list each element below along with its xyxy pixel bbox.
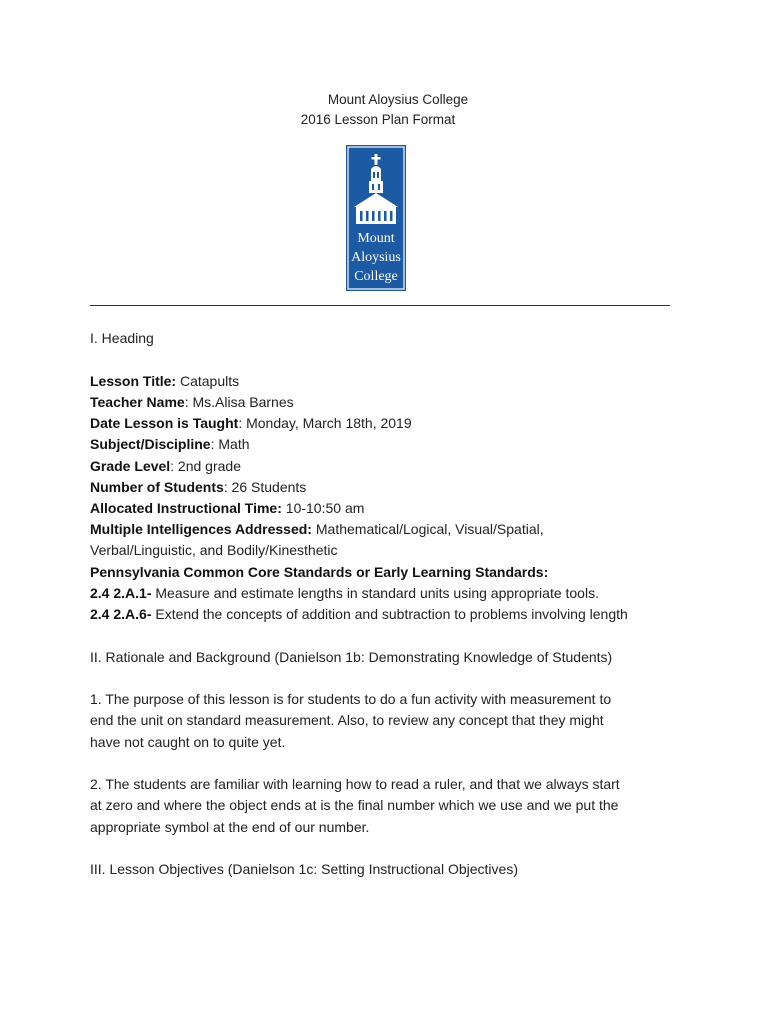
- college-building-icon: [346, 145, 406, 291]
- field-subject: [90, 434, 250, 455]
- standard-text: Measure and estimate lengths in standard units using appropriate tools.: [151, 585, 599, 601]
- field-value: : 2nd grade: [170, 458, 241, 474]
- field-date-taught: [90, 413, 412, 434]
- rationale-p2-line3: appropriate symbol at the end of our number.: [90, 819, 370, 835]
- field-label: Allocated Instructional Time:: [90, 500, 282, 516]
- field-label: Multiple Intelligences Addressed:: [90, 521, 312, 537]
- field-label: Grade Level: [90, 458, 171, 474]
- horizontal-divider: [90, 305, 670, 306]
- section-heading-1: I. Heading: [90, 330, 154, 346]
- standards-heading-text: Pennsylvania Common Core Standards or Early Learning Standards:: [90, 564, 549, 580]
- mount-aloysius-logo: [346, 145, 406, 291]
- field-value: Mathematical/Logical, Visual/Spatial,: [311, 521, 544, 537]
- section-heading-3: III. Lesson Objectives (Danielson 1c: Setting Instructional Objectives): [90, 861, 518, 877]
- field-value: 10-10:50 am: [281, 500, 365, 516]
- standard-code: 2.4 2.A.1-: [90, 585, 152, 601]
- standard-1: [90, 583, 599, 604]
- field-value: : 26 Students: [223, 479, 307, 495]
- field-label: Date Lesson is Taught: [90, 415, 239, 431]
- field-label: Lesson Title:: [90, 373, 177, 389]
- field-label: Number of Students: [90, 479, 224, 495]
- lesson-plan-format: 2016 Lesson Plan Format: [300, 112, 456, 127]
- standards-heading: [90, 562, 548, 583]
- college-name: Mount Aloysius College: [327, 92, 469, 107]
- field-grade-level: [90, 456, 241, 477]
- field-teacher-name: [90, 392, 294, 413]
- section-heading-2: II. Rationale and Background (Danielson 1b: Demonstrating Knowledge of Students): [90, 649, 613, 665]
- standard-2: [90, 604, 628, 625]
- logo-text-1: Mount: [357, 231, 395, 246]
- field-intelligences: [90, 519, 544, 540]
- rationale-p1-line3: have not caught on to quite yet.: [90, 734, 286, 750]
- field-label: Teacher Name: [90, 394, 185, 410]
- field-num-students: [90, 477, 306, 498]
- field-value: : Ms.Alisa Barnes: [184, 394, 294, 410]
- field-lesson-title: [90, 371, 239, 392]
- field-value: Catapults: [176, 373, 240, 389]
- logo-text-3: College: [354, 269, 398, 284]
- rationale-p1-line1: 1. The purpose of this lesson is for students to do a fun activity with measurement to: [90, 691, 612, 707]
- rationale-p2-line1: 2. The students are familiar with learning how to read a ruler, and that we always start: [90, 776, 620, 792]
- field-instructional-time: [90, 498, 364, 519]
- rationale-p1-line2: end the unit on standard measurement. Also, to review any concept that they might: [90, 712, 604, 728]
- logo-text-2: Aloysius: [351, 250, 401, 265]
- standard-code: 2.4 2.A.6-: [90, 606, 152, 622]
- field-intelligences-cont: Verbal/Linguistic, and Bodily/Kinesthetic: [90, 542, 338, 558]
- field-label: Subject/Discipline: [90, 436, 211, 452]
- field-value: : Math: [210, 436, 250, 452]
- rationale-p2-line2: at zero and where the object ends at is the final number which we use and we put the: [90, 797, 619, 813]
- field-value: : Monday, March 18th, 2019: [238, 415, 412, 431]
- standard-text: Extend the concepts of addition and subtraction to problems involving length: [151, 606, 628, 622]
